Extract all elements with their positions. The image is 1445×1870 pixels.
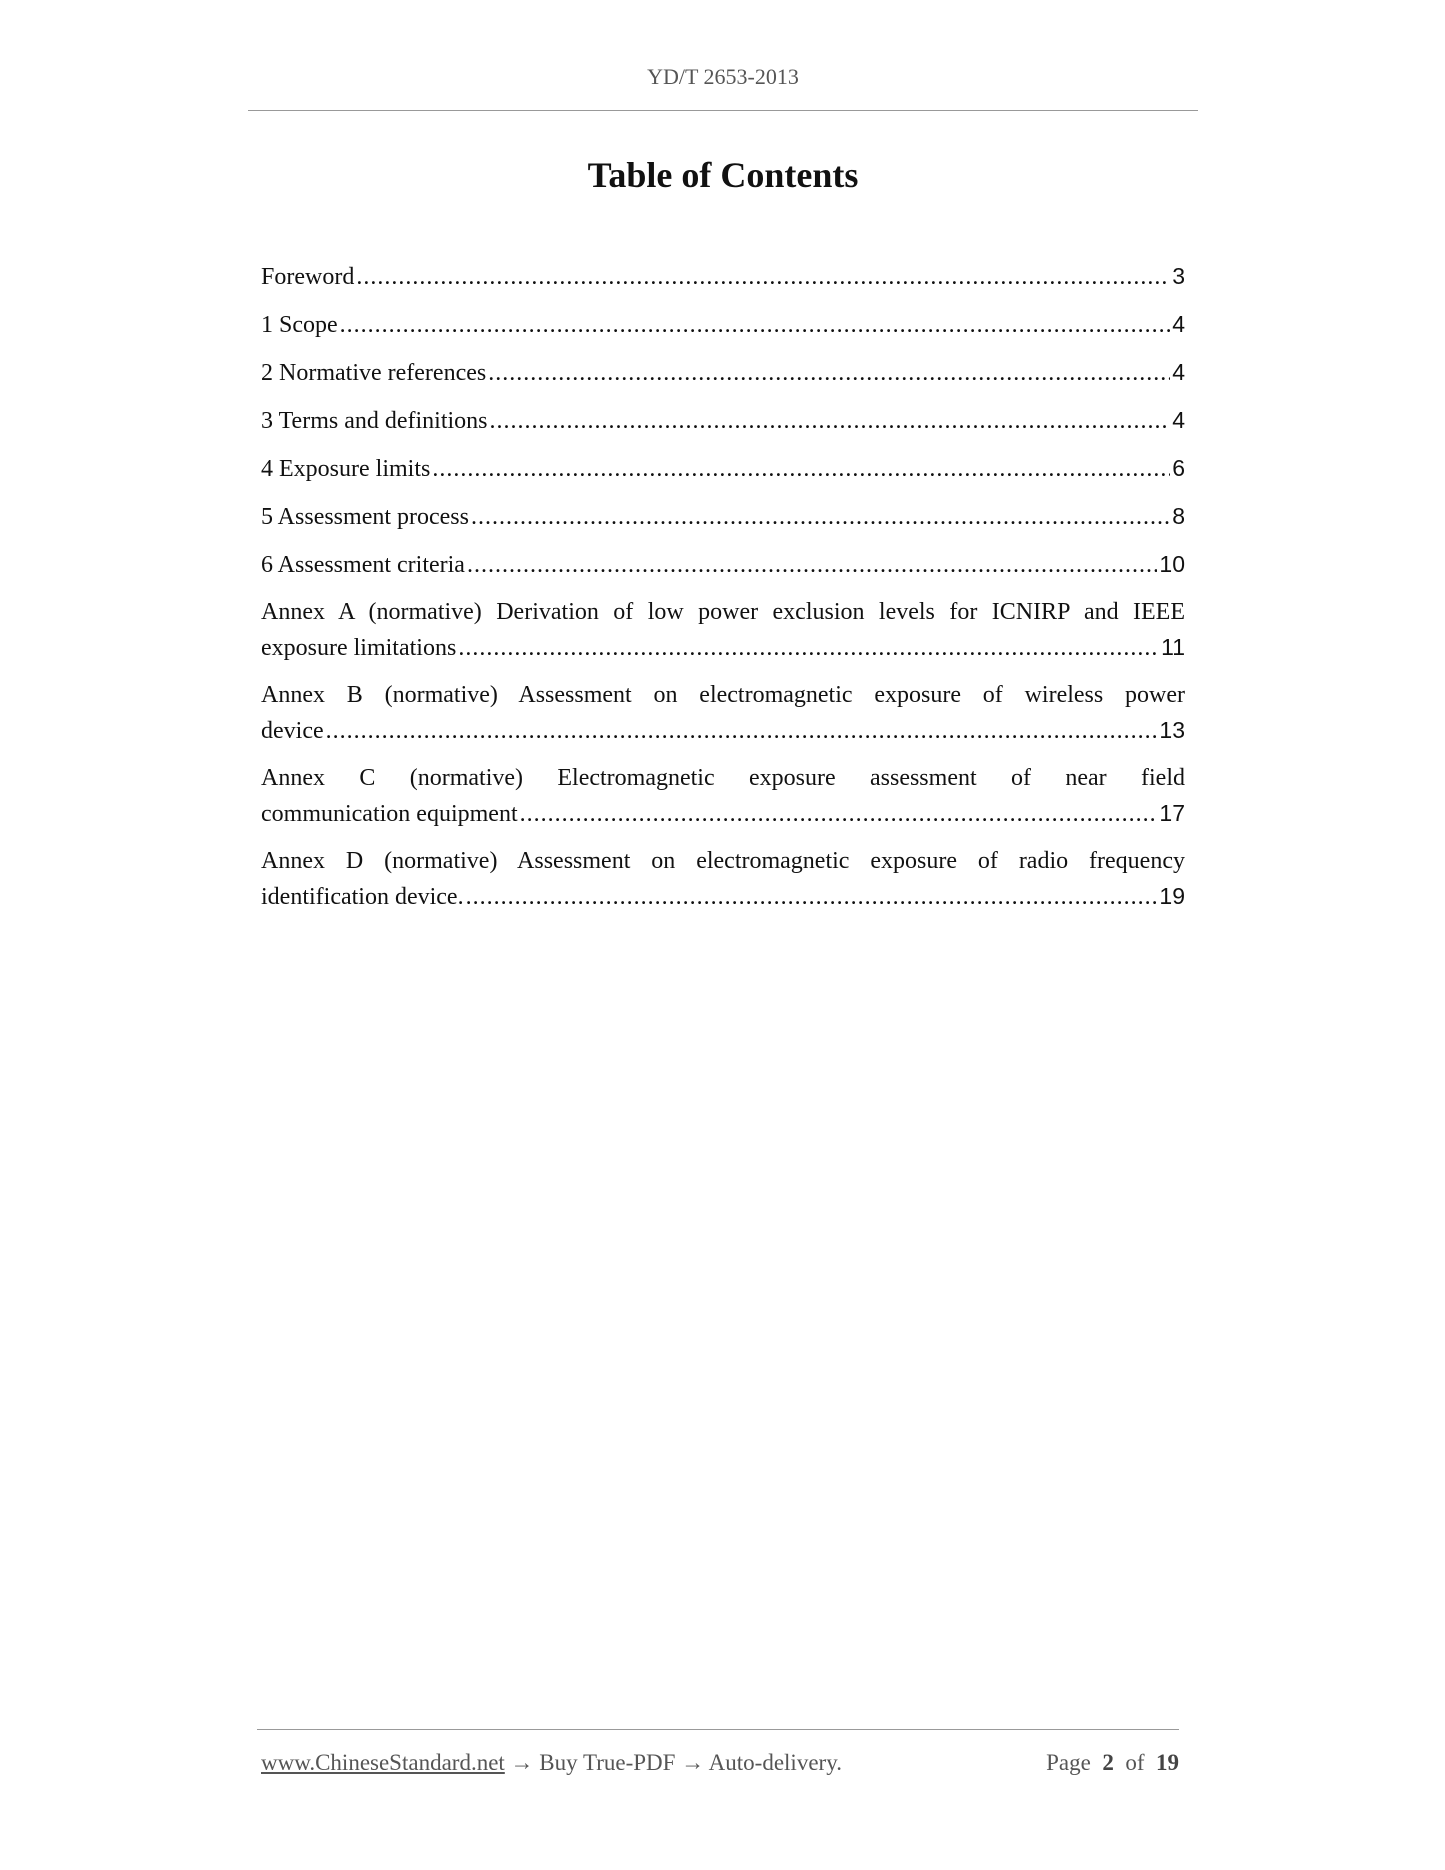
toc-entry-line xyxy=(261,403,1185,438)
toc-entry-line xyxy=(261,499,1185,534)
table-of-contents xyxy=(261,259,1185,927)
toc-entry-line xyxy=(261,547,1185,582)
header-divider xyxy=(248,110,1198,111)
toc-entry-line xyxy=(261,630,1185,665)
dot-leader xyxy=(356,260,1170,295)
toc-page-number: 3 xyxy=(1172,263,1185,289)
dot-leader xyxy=(458,631,1159,666)
dot-leader xyxy=(471,500,1170,535)
toc-entry[interactable] xyxy=(261,678,1185,748)
toc-entry-line xyxy=(261,355,1185,390)
page-indicator: Page 2 of 19 xyxy=(1046,1750,1179,1775)
toc-entry[interactable] xyxy=(261,547,1185,582)
toc-entry-line xyxy=(261,713,1185,748)
toc-entry-title: 2 Normative references xyxy=(261,360,487,386)
toc-entry-title: exposure limitations xyxy=(261,635,457,661)
toc-entry-title: 1 Scope xyxy=(261,312,338,338)
arrow-icon: → xyxy=(510,1750,534,1775)
toc-entry-title: Foreword xyxy=(261,264,355,290)
toc-entry-title: Annex C (normative) Electromagnetic exposure assessment of near field xyxy=(261,765,1185,791)
toc-entry[interactable] xyxy=(261,307,1185,342)
dot-leader xyxy=(466,880,1158,915)
delivery-text: Auto-delivery. xyxy=(708,1750,842,1775)
toc-entry[interactable] xyxy=(261,761,1185,831)
toc-entry-line xyxy=(261,307,1185,342)
toc-entry-title: 6 Assessment criteria xyxy=(261,552,465,578)
toc-page-number: 4 xyxy=(1172,359,1185,385)
toc-entry-line xyxy=(261,796,1185,831)
toc-page-number: 17 xyxy=(1159,800,1185,826)
footer xyxy=(261,1750,1179,1776)
toc-page-number: 8 xyxy=(1172,503,1185,529)
toc-entry-line xyxy=(261,879,1185,914)
page-title: Table of Contents xyxy=(587,155,859,195)
toc-page-number: 10 xyxy=(1159,551,1185,577)
toc-entry-title: 5 Assessment process xyxy=(261,504,469,530)
running-header: YD/T 2653-2013 xyxy=(647,64,799,89)
toc-entry-line xyxy=(261,259,1185,294)
toc-entry-title: Annex B (normative) Assessment on electromagnetic exposure of wireless power xyxy=(261,682,1185,708)
arrow-icon: → xyxy=(681,1750,705,1775)
toc-entry[interactable] xyxy=(261,259,1185,294)
footer-promo xyxy=(261,1750,842,1776)
toc-entry-title: Annex A (normative) Derivation of low power exclusion levels for ICNIRP and IEEE xyxy=(261,599,1185,625)
toc-page-number: 19 xyxy=(1159,883,1185,909)
dot-leader xyxy=(467,548,1157,583)
dot-leader xyxy=(520,797,1158,832)
toc-entry-title: device xyxy=(261,718,324,744)
dot-leader xyxy=(488,356,1170,391)
toc-entry[interactable] xyxy=(261,499,1185,534)
toc-entry-line xyxy=(261,451,1185,486)
total-pages: 19 xyxy=(1156,1750,1179,1775)
buy-text: Buy True-PDF xyxy=(539,1750,676,1775)
dot-leader xyxy=(432,452,1170,487)
website-link[interactable]: www.ChineseStandard.net xyxy=(261,1750,505,1775)
toc-page-number: 4 xyxy=(1172,311,1185,337)
dot-leader xyxy=(490,404,1171,439)
toc-page-number: 6 xyxy=(1172,455,1185,481)
toc-entry[interactable] xyxy=(261,844,1185,914)
toc-entry[interactable] xyxy=(261,403,1185,438)
toc-entry[interactable] xyxy=(261,451,1185,486)
toc-entry[interactable] xyxy=(261,355,1185,390)
toc-entry-title: communication equipment xyxy=(261,801,518,827)
toc-entry-title: Annex D (normative) Assessment on electromagnetic exposure of radio frequency xyxy=(261,848,1185,874)
toc-page-number: 11 xyxy=(1161,634,1185,660)
dot-leader xyxy=(326,714,1158,749)
footer-divider xyxy=(257,1729,1179,1730)
toc-entry-title: 4 Exposure limits xyxy=(261,456,431,482)
toc-page-number: 4 xyxy=(1172,407,1185,433)
current-page: 2 xyxy=(1102,1750,1114,1775)
dot-leader xyxy=(340,308,1171,343)
toc-entry-title: identification device. xyxy=(261,884,464,910)
toc-page-number: 13 xyxy=(1159,717,1185,743)
toc-entry[interactable] xyxy=(261,595,1185,665)
toc-entry-title: 3 Terms and definitions xyxy=(261,408,488,434)
